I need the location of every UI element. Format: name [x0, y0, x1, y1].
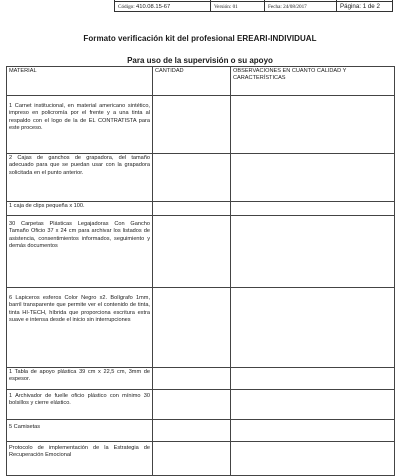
material-cell: [7, 96, 153, 154]
kit-verification-table: [6, 66, 395, 476]
observaciones-cell[interactable]: [231, 390, 395, 420]
material-text: 6 Lapiceros esferos Color Negro x2. Bolígrafo 1mm, barril transparente que permite ver el contenido de tinta, tinta HI-TECH, híbrida que proporciona escritura extra suave e intensa desde el inicio sin interrupciones: [9, 295, 150, 323]
observaciones-cell[interactable]: [231, 420, 395, 442]
table-row: [7, 288, 395, 368]
table-row: [7, 390, 395, 420]
codigo-label: Código:: [118, 3, 135, 10]
cantidad-cell[interactable]: [153, 154, 231, 202]
document-title: Formato verificación kit del profesional EREARI-INDIVIDUAL: [83, 34, 317, 43]
cantidad-cell[interactable]: [153, 288, 231, 368]
material-cell: [7, 288, 153, 368]
table-row: [7, 202, 395, 216]
material-text: 1 Carnet institucional, en material americano sintético, impreso en policromía por el frente y a una tinta al respaldo con el logo de la de EL CONTRATISTA para este proceso.: [9, 103, 150, 131]
column-header-cantidad: CANTIDAD: [153, 67, 231, 96]
table-header-row: [7, 67, 395, 96]
table-row: [7, 154, 395, 202]
table-row: [7, 368, 395, 390]
cantidad-cell[interactable]: [153, 368, 231, 390]
cantidad-cell[interactable]: [153, 202, 231, 216]
table-row: [7, 442, 395, 476]
document-header-table: [114, 0, 393, 12]
material-cell: 2 Cajas de ganchos de grapadora, del tamaño adecuado para que se puedan usar con la grapadora solicitada en el punto anterior.: [7, 154, 153, 202]
material-text: Protocolo de implementación de la Estrategia de Recuperación Emocional: [9, 445, 150, 459]
material-cell: [7, 390, 153, 420]
material-cell: 1 Tabla de apoyo plástica 39 cm x 22,5 cm, 3mm de espesor.: [7, 368, 153, 390]
cantidad-cell[interactable]: [153, 96, 231, 154]
observaciones-cell[interactable]: [231, 442, 395, 476]
fecha-cell: Fecha: 24/08/2017: [265, 2, 337, 12]
observaciones-cell[interactable]: [231, 154, 395, 202]
cantidad-cell[interactable]: [153, 216, 231, 288]
observaciones-cell[interactable]: [231, 288, 395, 368]
column-header-material: MATERIAL: [7, 67, 153, 96]
cantidad-cell[interactable]: [153, 442, 231, 476]
material-cell: [7, 216, 153, 288]
material-cell: [7, 442, 153, 476]
material-text: 5 Camisetas: [9, 424, 41, 430]
codigo-cell: [115, 2, 211, 12]
document-subtitle: Para uso de la supervisión o su apoyo: [127, 56, 273, 65]
version-cell: Versión: 01: [211, 2, 265, 12]
table-row: [7, 420, 395, 442]
material-text: 30 Carpetas Plásticas Legajadoras Con Gancho Tamaño Oficio 37 x 24 cm para archivar los listados de asistencia, consentimientos informados, seguimiento y demás documentos: [9, 221, 150, 249]
material-cell: 1 caja de clips pequeña x 100.: [7, 202, 153, 216]
observaciones-cell[interactable]: [231, 96, 395, 154]
column-header-observaciones: OBSERVACIONES EN CUANTO CALIDAD Y CARACTERÍSTICAS: [231, 67, 395, 96]
observaciones-cell[interactable]: [231, 216, 395, 288]
cantidad-cell[interactable]: [153, 390, 231, 420]
codigo-value: 410.08.15-67: [136, 3, 171, 10]
pagina-cell: Página: 1 de 2: [337, 2, 393, 12]
material-cell: [7, 420, 153, 442]
table-row: [7, 216, 395, 288]
material-text: 1 Archivador de fuelle oficio plástico con mínimo 30 bolsillos y cierre elástico.: [9, 393, 150, 407]
cantidad-cell[interactable]: [153, 420, 231, 442]
table-row: [7, 96, 395, 154]
observaciones-cell[interactable]: [231, 368, 395, 390]
observaciones-cell[interactable]: [231, 202, 395, 216]
header-row: [115, 2, 393, 12]
